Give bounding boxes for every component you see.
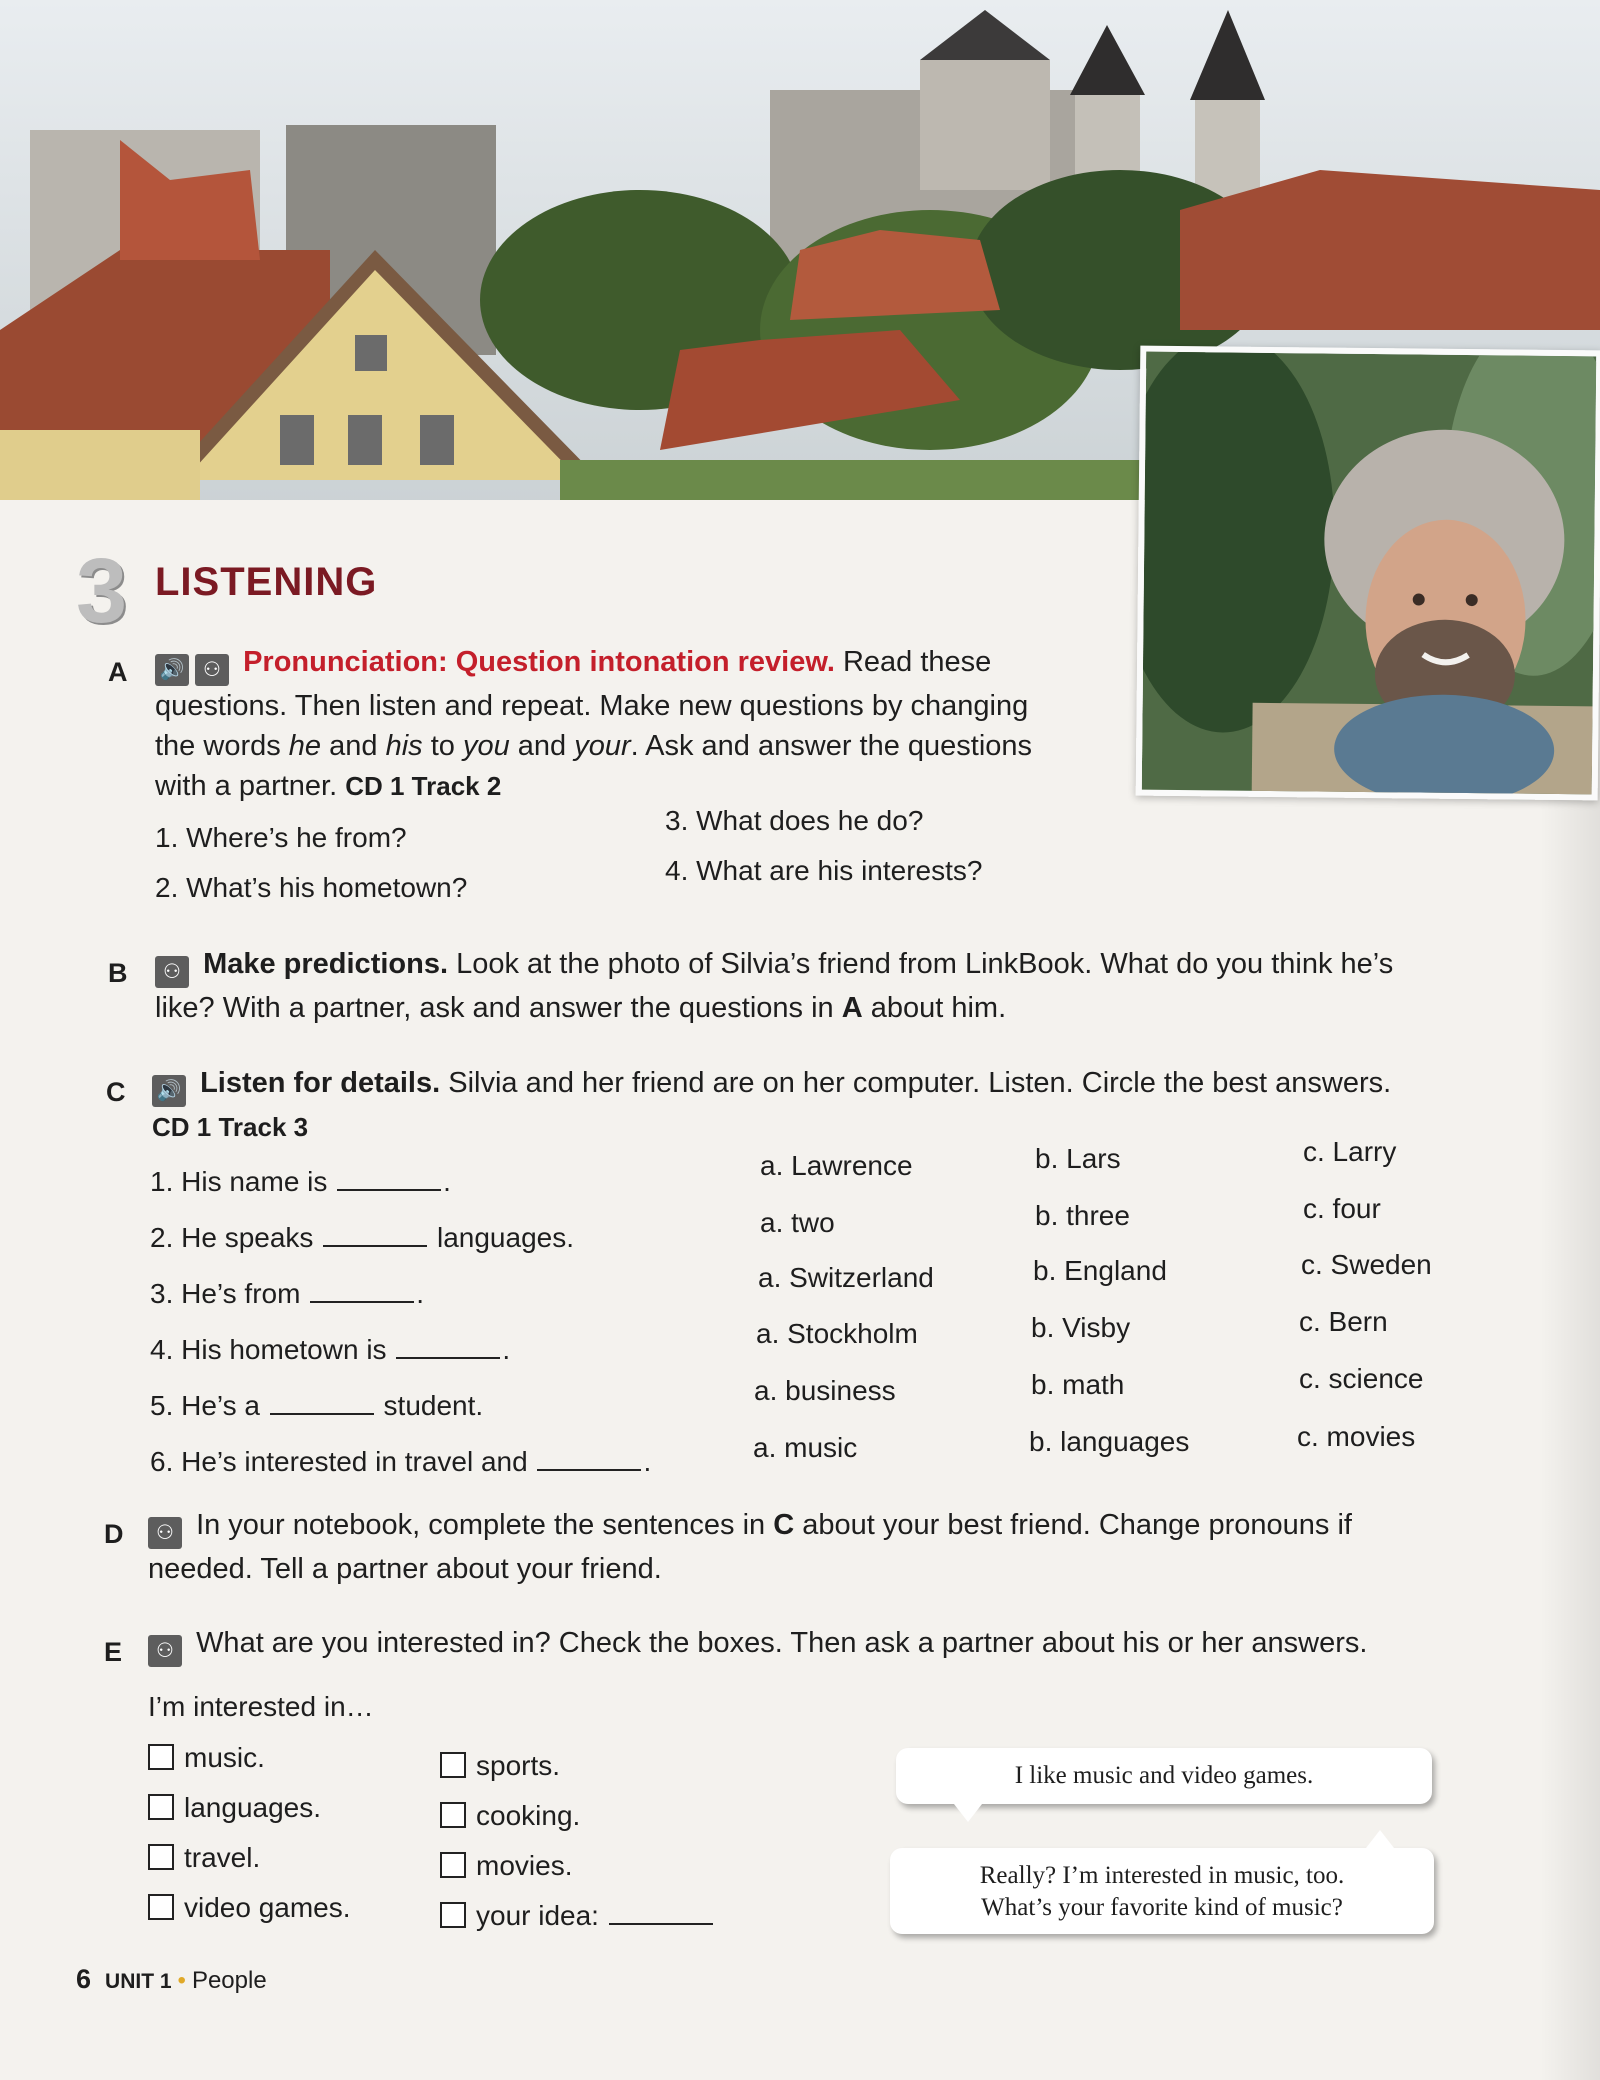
question-item: 4. What are his interests? (665, 855, 983, 886)
checkbox-item[interactable]: cooking. (440, 1800, 580, 1832)
fill-in-item: 1. His name is . (150, 1166, 451, 1197)
answer-option[interactable]: c. science (1299, 1363, 1424, 1394)
question-item: 3. What does he do? (665, 805, 924, 836)
speaker-icon[interactable]: 🔊 (155, 654, 189, 686)
exercise-b-heading: Make predictions. (203, 948, 449, 980)
speech-bubble: Really? I’m interested in music, too. What’s your favorite kind of music? (890, 1848, 1434, 1934)
answer-option[interactable]: b. math (1031, 1369, 1125, 1400)
checkbox-item[interactable]: movies. (440, 1850, 572, 1882)
answer-option[interactable]: c. Bern (1299, 1306, 1388, 1337)
pair-work-icon[interactable]: ⚇ (148, 1517, 182, 1549)
question-item: 2. What’s his hometown? (155, 872, 468, 903)
exercise-e-letter: E (104, 1637, 123, 1667)
exercise-d-text: ⚇ In your notebook, complete the sentences in C about your best friend. Change pronouns if needed. Tell a partner about your friend. (148, 1509, 1352, 1585)
checkbox[interactable] (148, 1894, 174, 1920)
fill-in-item: 6. He’s interested in travel and . (150, 1446, 652, 1477)
cd-track-label: CD 1 Track 3 (152, 1112, 309, 1142)
unit-label: UNIT 1 (105, 1970, 172, 1993)
interested-in-lead: I’m interested in… (148, 1691, 374, 1722)
section-title: LISTENING (155, 560, 378, 604)
exercise-c-text: 🔊 Listen for details. Silvia and her friend are on her computer. Listen. Circle the best answers. CD 1 Track 3 (152, 1063, 1452, 1147)
checkbox[interactable] (440, 1752, 466, 1778)
fill-in-item: 2. He speaks languages. (150, 1222, 574, 1253)
fill-in-item: 3. He’s from . (150, 1278, 424, 1309)
checkbox[interactable] (148, 1794, 174, 1820)
exercise-b-text: ⚇ Make predictions. Look at the photo of Silvia’s friend from LinkBook. What do you think he’s like? With a partner, ask and answer the questions in A about him. (155, 948, 1394, 1024)
fill-in-item: 4. His hometown is . (150, 1334, 511, 1365)
answer-option[interactable]: a. music (753, 1432, 858, 1463)
answer-blank[interactable] (310, 1297, 414, 1303)
checkbox-item[interactable]: music. (148, 1742, 265, 1774)
answer-option[interactable]: a. Switzerland (758, 1262, 934, 1293)
answer-blank[interactable] (537, 1465, 641, 1471)
exercise-a-heading: Pronunciation: Question intonation review. (243, 646, 835, 678)
checkbox-item[interactable]: video games. (148, 1892, 351, 1924)
question-item: 1. Where’s he from? (155, 822, 407, 853)
answer-blank[interactable] (337, 1185, 441, 1191)
answer-option[interactable]: a. two (760, 1207, 835, 1238)
checkbox[interactable] (440, 1902, 466, 1928)
section-number: 3 (76, 540, 128, 642)
checkbox[interactable] (148, 1744, 174, 1770)
fill-in-item: 5. He’s a student. (150, 1390, 484, 1421)
exercise-b-letter: B (108, 958, 128, 988)
checkbox[interactable] (440, 1852, 466, 1878)
cd-track-label: CD 1 Track 2 (345, 771, 502, 801)
answer-blank[interactable] (270, 1409, 374, 1415)
answer-option[interactable]: b. Visby (1031, 1312, 1131, 1343)
checkbox-item[interactable]: sports. (440, 1750, 560, 1782)
bubble-tail (954, 1804, 982, 1822)
answer-option[interactable]: b. languages (1029, 1426, 1190, 1457)
page-number: 6 (76, 1964, 92, 1994)
answer-blank[interactable] (323, 1241, 427, 1247)
exercise-c-heading: Listen for details. (200, 1067, 441, 1099)
speaker-icon[interactable]: 🔊 (152, 1075, 186, 1107)
exercise-e-text: ⚇ What are you interested in? Check the boxes. Then ask a partner about his or her answers. (148, 1623, 1468, 1667)
pair-work-icon[interactable]: ⚇ (148, 1635, 182, 1667)
answer-option[interactable]: b. Lars (1035, 1143, 1121, 1174)
pair-work-icon[interactable]: ⚇ (155, 956, 189, 988)
checkbox-item[interactable]: your idea: (440, 1900, 715, 1932)
checkbox-item[interactable]: travel. (148, 1842, 260, 1874)
answer-option[interactable]: a. Stockholm (756, 1318, 918, 1349)
answer-option[interactable]: a. Lawrence (760, 1150, 913, 1181)
pair-work-icon[interactable]: ⚇ (195, 654, 229, 686)
answer-option[interactable]: c. Sweden (1301, 1249, 1432, 1280)
exercise-a-letter: A (108, 657, 128, 687)
answer-option[interactable]: b. England (1033, 1255, 1167, 1286)
answer-option[interactable]: c. Larry (1303, 1136, 1397, 1167)
answer-option[interactable]: b. three (1035, 1200, 1130, 1231)
answer-option[interactable]: a. business (754, 1375, 896, 1406)
checkbox[interactable] (148, 1844, 174, 1870)
footer-dot: • (177, 1967, 186, 1994)
your-idea-blank[interactable] (609, 1919, 713, 1925)
answer-option[interactable]: c. four (1303, 1193, 1381, 1224)
page-footer (76, 1964, 267, 1995)
unit-topic: People (191, 1967, 267, 1994)
checkbox[interactable] (440, 1802, 466, 1828)
exercise-a-text: 🔊 ⚇ Pronunciation: Question intonation review. Read these questions. Then listen and repeat. Make new questions by changing the words he and his to you and your. Ask and answer the questions with a partner. CD 1 Track 2 (155, 646, 1033, 802)
portrait-photo (1136, 346, 1600, 801)
speech-bubble: I like music and video games. (896, 1748, 1432, 1804)
answer-blank[interactable] (396, 1353, 500, 1359)
checkbox-item[interactable]: languages. (148, 1792, 321, 1824)
answer-option[interactable]: c. movies (1297, 1421, 1416, 1452)
bubble-tail (1366, 1830, 1394, 1848)
exercise-c-letter: C (106, 1077, 126, 1107)
exercise-d-letter: D (104, 1519, 124, 1549)
